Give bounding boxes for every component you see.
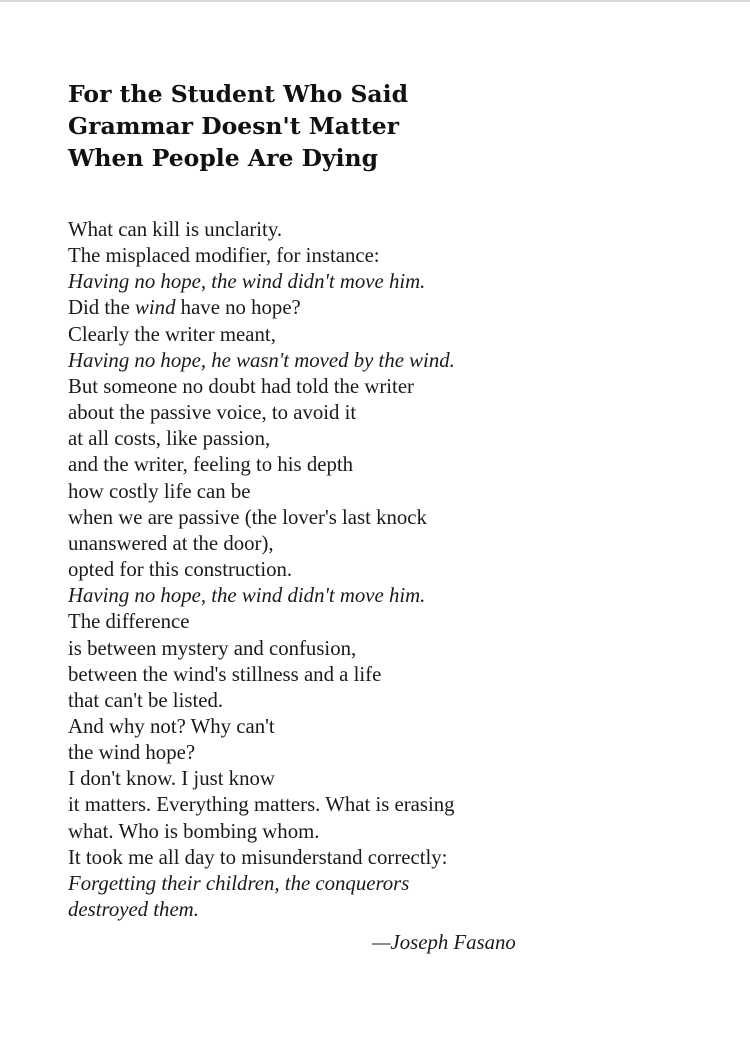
poem-line: how costly life can be	[68, 479, 251, 503]
poem-line: I don't know. I just know	[68, 767, 275, 791]
poem-title	[68, 78, 728, 174]
poem-line: The misplaced modifier, for instance:	[68, 244, 380, 268]
poem-title-line: Grammar Doesn't Matter	[68, 112, 400, 140]
poem-line: the wind hope?	[68, 741, 196, 765]
poem-line-italic: destroyed them.	[68, 898, 199, 922]
page-top-edge	[0, 0, 750, 2]
poem-line: when we are passive (the lover's last knock	[68, 505, 427, 529]
poem-title-line: When People Are Dying	[68, 144, 379, 172]
poem-line: What can kill is unclarity.	[68, 218, 283, 241]
poem-line: at all costs, like passion,	[68, 427, 271, 451]
poem-line: opted for this construction.	[68, 558, 293, 582]
poem-line: it matters. Everything matters. What is erasing	[68, 793, 455, 817]
poem-line: And why not? Why can't	[68, 714, 275, 738]
poem-line: and the writer, feeling to his depth	[68, 453, 354, 477]
poem-line-italic: Forgetting their children, the conquerors	[68, 871, 410, 895]
poem-line: It took me all day to misunderstand correctly:	[68, 845, 448, 869]
poem-line: But someone no doubt had told the writer	[68, 374, 414, 398]
poem-line-italic: Having no hope, the wind didn't move him.	[68, 270, 426, 294]
poem-line: that can't be listed.	[68, 688, 224, 712]
poem-line	[68, 295, 728, 321]
poem-line-italic: Having no hope, the wind didn't move him.	[68, 584, 426, 608]
poem-line: unanswered at the door),	[68, 531, 274, 555]
poem-line-segment: Did the	[68, 296, 136, 320]
poem-line-segment: have no hope?	[175, 296, 301, 320]
poem-title-line: For the Student Who Said	[68, 80, 409, 108]
poem-line: about the passive voice, to avoid it	[68, 401, 357, 425]
poem-line: Clearly the writer meant,	[68, 322, 276, 346]
poem-line-emphasis: wind	[135, 296, 176, 320]
poem-attribution: —Joseph Fasano	[372, 931, 516, 954]
poem-line: what. Who is bombing whom.	[68, 819, 320, 843]
poem	[68, 78, 728, 923]
poem-line: between the wind's stillness and a life	[68, 662, 382, 686]
poem-line: The difference	[68, 610, 190, 634]
poem-line: is between mystery and confusion,	[68, 636, 357, 660]
poem-body	[68, 217, 728, 923]
poem-line-italic: Having no hope, he wasn't moved by the wind.	[68, 348, 455, 372]
